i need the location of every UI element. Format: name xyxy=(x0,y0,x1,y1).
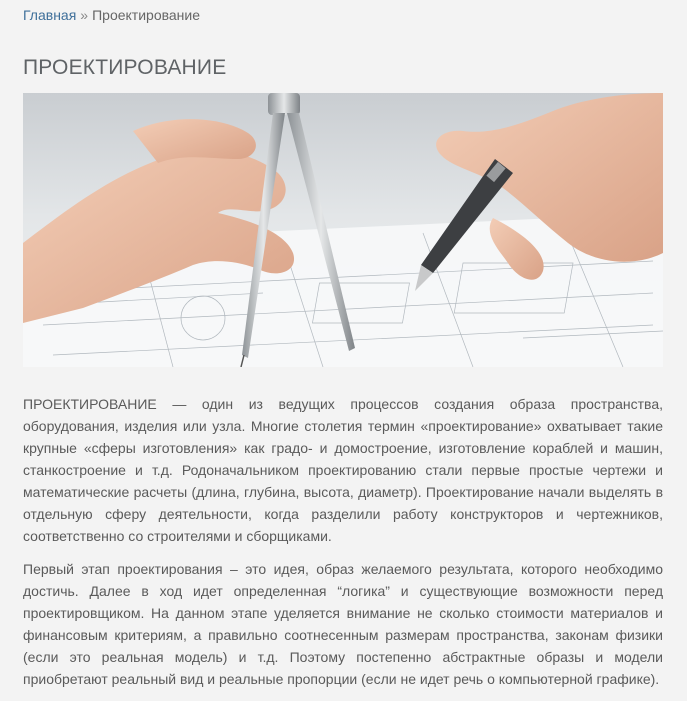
article-paragraph-1: ПРОЕКТИРОВАНИЕ — один из ведущих процессов создания образа пространства, оборудования, изделия или узла. Многие столетия термин «проектирование» охватывает такие крупные «сферы изготовления» как градо- и домостроение, изготовление кораблей и машин, станкостроение и т.д. Родоначальником проектированию стали первые простые чертежи и математические расчеты (длина, глубина, высота, диаметр). Проектирование начали выделять в отдельную сферу деятельности, когда разделили работу конструкторов и чертежников, соответственно со строителями и сборщиками. xyxy=(23,396,663,544)
breadcrumb xyxy=(23,6,200,24)
article-body xyxy=(23,393,663,701)
hero-illustration xyxy=(23,93,663,367)
breadcrumb-separator: » xyxy=(80,7,89,23)
breadcrumb-current: Проектирование xyxy=(92,7,201,23)
page-title: ПРОЕКТИРОВАНИЕ xyxy=(23,56,227,79)
hero-image xyxy=(23,93,663,367)
article-paragraph-2: Первый этап проектирования – это идея, образ желаемого результата, которого необходимо достичь. Далее в ход идет определенная “логика” и существующие возможности перед проектировщиком. На данном этапе уделяется внимание не сколько стоимости материалов и финансовым критериям, а правильно соотнесенным размерам пространства, законам физики (если это реальная модель) и т.д. Поэтому постепенно абстрактные образы и модели приобретают реальный вид и реальные пропорции (если не идет речь о компьютерной графике). xyxy=(23,561,663,687)
breadcrumb-home-link[interactable]: Главная xyxy=(23,7,77,23)
